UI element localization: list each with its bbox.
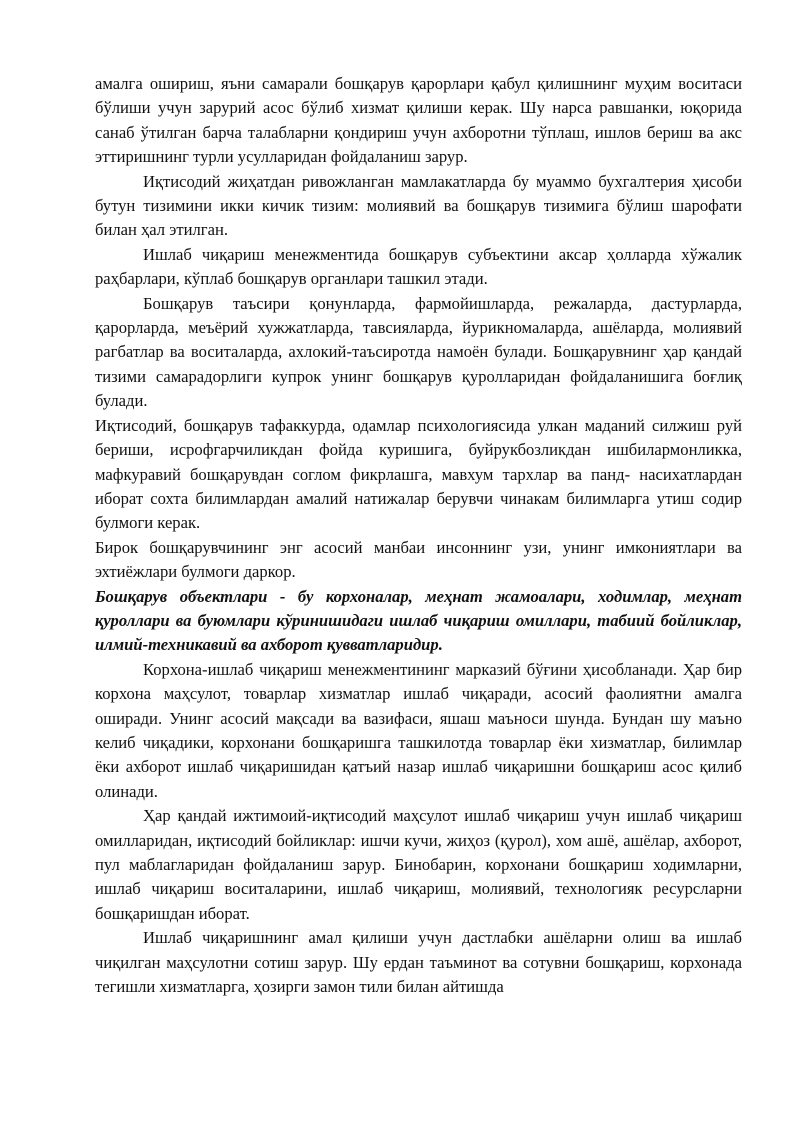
- definition-paragraph: Бошқарув объектлари - бу корхоналар, меҳнат жамоалари, ходимлар, меҳнат қуроллари ва буюмлари кўринишидаги ишлаб чиқариш омиллари, табиий бойликлар, илмий-техникавий ва ахборот қувватларидир.: [95, 586, 742, 655]
- paragraph-2: Иқтисодий жиҳатдан ривожланган мамлакатларда бу муаммо бухгалтерия ҳисоби бутун тизимини икки кичик тизим: молиявий ва бошқарув тизимига бўлиш шарофати билан ҳал этилган.: [95, 171, 742, 240]
- paragraph-5: Иқтисодий, бошқарув тафаккурда, одамлар психологиясида улкан маданий силжиш руй бериши, исрофгарчиликдан фойда куришига, буйрукбозликдан ишбилармонликка, мафкуравий бошқарувдан соглом фикрлашга, мавхум тархлар ва панд- насихатлардан иборат сохта билимлардан амалий натижалар берувчи чинакам билимларга утиш содир булмоги керак.: [95, 415, 742, 533]
- document-page: [95, 72, 742, 999]
- paragraph-8: Корхона-ишлаб чиқариш менежментининг марказий бўғини ҳисобланади. Ҳар бир корхона маҳсулот, товарлар хизматлар ишлаб чиқаради, асосий фаолиятни амалга оширади. Унинг асосий мақсади ва вазифаси, яшаш маъноси шунда. Бундан шу маъно келиб чиқадики, корхонани бошқаришга ташкилотда товарлар ёки хизматлар, билимлар ёки ахборот ишлаб чиқаришидан қатъий назар ишлаб чиқаришни бошқариш асос қилиб олинади.: [95, 659, 742, 801]
- paragraph-9: Ҳар қандай ижтимоий-иқтисодий маҳсулот ишлаб чиқариш учун ишлаб чиқариш омилларидан, иқтисодий бойликлар: ишчи кучи, жиҳоз (қурол), хом ашё, ашёлар, ахборот, пул маблагларидан фойдаланиш зарур. Бинобарин, корхонани бошқариш ходимларни, ишлаб чиқариш воситаларини, ишлаб чиқариш, молиявий, технологияк ресурсларни бошқаришдан иборат.: [95, 806, 742, 923]
- paragraph-4: Бошқарув таъсири қонунларда, фармойишларда, режаларда, дастурларда, қарорларда, меъёрий хужжатларда, тавсияларда, йурикномаларда, ашёларда, молиявий рагбатлар ва воситаларда, ахлокий-таъсиротда намоён булади. Бошқарувнинг ҳар қандай тизими самарадорлиги купрок унинг бошқарув қуролларидан фойдаланишига боғлиқ булади.: [95, 293, 742, 411]
- paragraph-10: Ишлаб чиқаришнинг амал қилиши учун дастлабки ашёларни олиш ва ишлаб чиқилган маҳсулотни сотиш зарур. Шу ердан таъминот ва сотувни бошқариш, корхонада тегишли хизматларга, ҳозирги замон тили билан айтишда: [95, 928, 742, 997]
- paragraph-1: амалга ошириш, яъни самарали бошқарув қарорлари қабул қилишнинг муҳим воситаси бўлиши учун зарурий асос бўлиб хизмат қилиши керак. Шу нарса равшанки, юқорида санаб ўтилган барча талабларни қондириш учун ахборотни тўплаш, ишлов бериш ва акс эттиришнинг турли усулларидан фойдаланиш зарур.: [95, 74, 742, 167]
- paragraph-3: Ишлаб чиқариш менежментида бошқарув субъектини аксар ҳолларда хўжалик раҳбарлари, кўплаб бошқарув органлари ташкил этади.: [95, 244, 742, 289]
- paragraph-6: Бирок бошқарувчининг энг асосий манбаи инсоннинг узи, унинг имкониятлари ва эхтиёжлари булмоги даркор.: [95, 537, 742, 582]
